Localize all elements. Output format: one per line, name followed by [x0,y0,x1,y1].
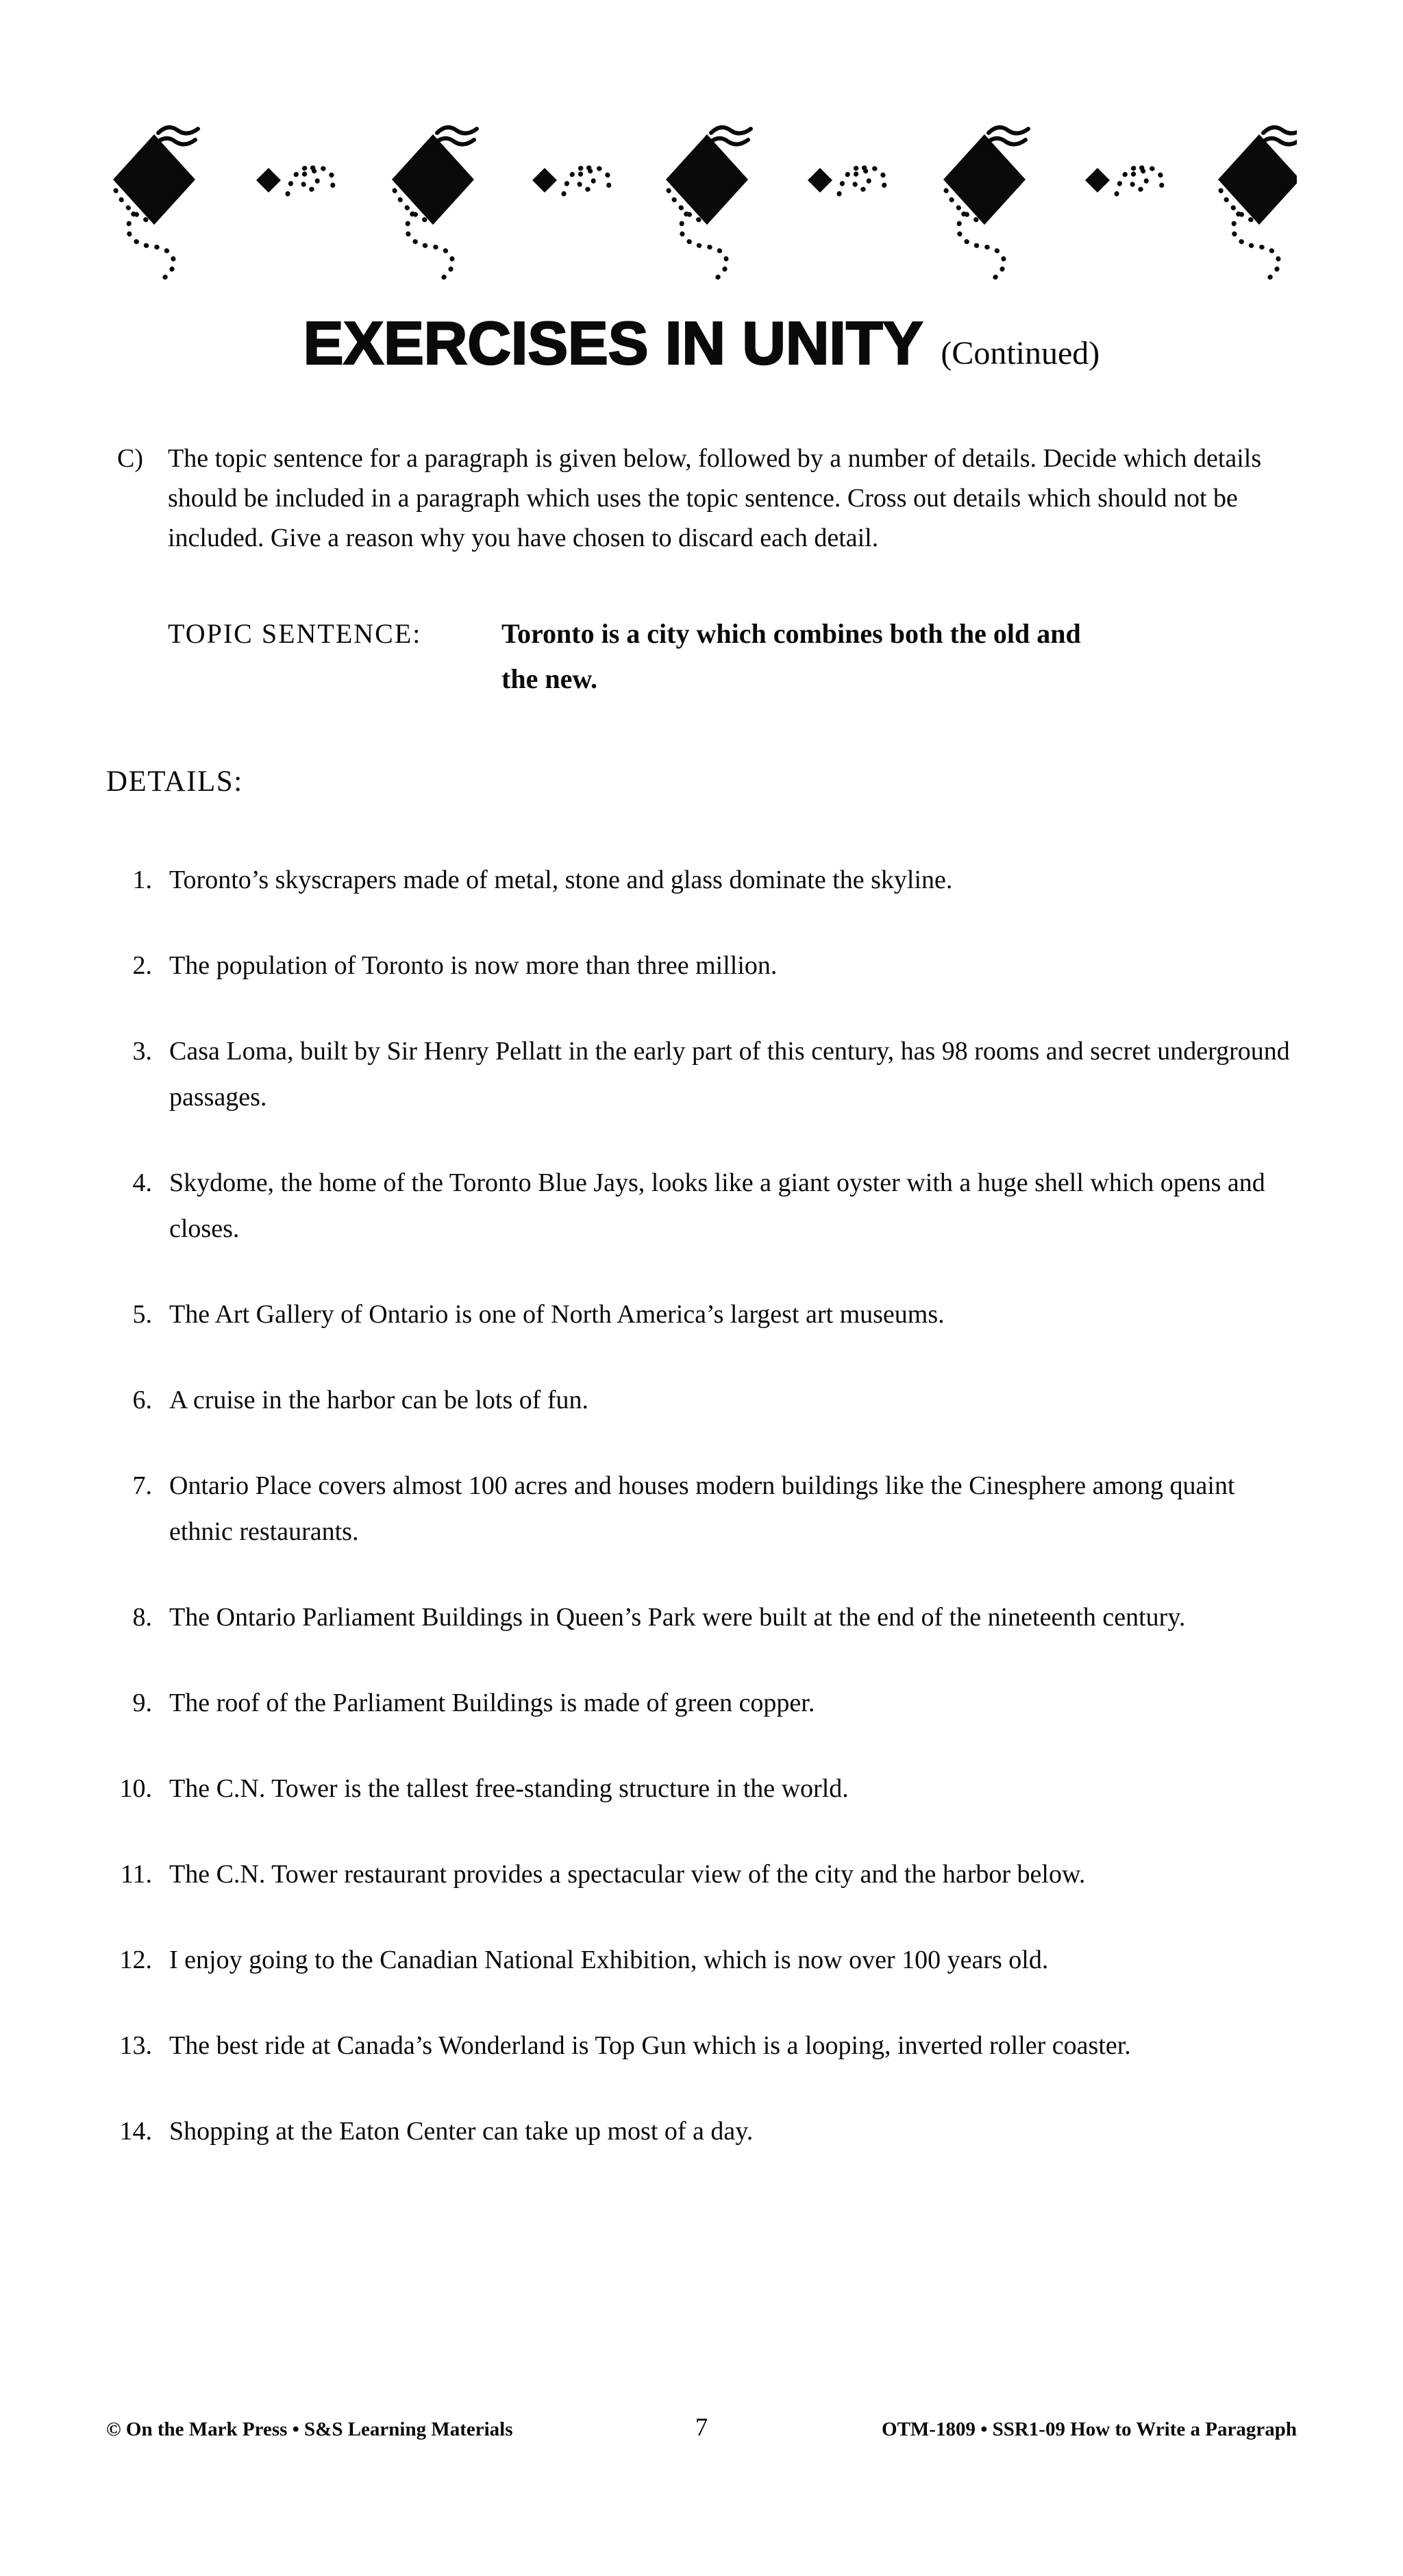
detail-number: 14. [119,2117,152,2146]
instructions-section [106,439,1297,558]
topic-sentence-line1: Toronto is a city which combines both the old and [501,618,1081,649]
details-heading: DETAILS: [106,765,243,798]
detail-number: 8. [132,1603,152,1632]
diamond-swirl-icon [256,167,334,194]
footer-product-code: OTM-1809 • SSR1-09 How to Write a Paragraph [882,2418,1297,2440]
detail-item [106,1160,1297,1252]
detail-item [106,1852,1297,1898]
title-continued: (Continued) [941,335,1100,371]
kite-icon [113,127,198,278]
detail-number: 6. [132,1386,152,1414]
detail-item [106,1937,1297,1983]
topic-sentence-text [501,611,1081,702]
detail-item [106,1029,1297,1120]
kite-icon [943,127,1028,278]
detail-item [106,2023,1297,2069]
detail-number: 9. [132,1689,152,1717]
detail-text: The C.N. Tower is the tallest free-standing structure in the world. [169,1774,849,1803]
detail-item [106,1463,1297,1555]
diamond-swirl-icon [1085,167,1163,194]
detail-number: 5. [132,1300,152,1329]
detail-item [106,1680,1297,1726]
detail-text: The C.N. Tower restaurant provides a spectacular view of the city and the harbor below. [169,1860,1086,1889]
page-number: 7 [695,2414,708,2442]
title-text: EXERCISES IN UNITY [303,309,923,377]
detail-text: The Ontario Parliament Buildings in Queen’s Park were built at the end of the nineteenth century. [169,1603,1186,1632]
kite-border-svg [106,115,1297,285]
detail-text: Casa Loma, built by Sir Henry Pellatt in the early part of this century, has 98 rooms and secret underground passages. [169,1037,1290,1112]
kite-icon [1218,127,1297,278]
footer-copyright: © On the Mark Press • S&S Learning Materials [106,2418,513,2440]
topic-sentence-block [168,611,1297,702]
detail-text: Toronto’s skyscrapers made of metal, stone and glass dominate the skyline. [169,866,953,894]
detail-number: 11. [120,1860,152,1889]
detail-number: 3. [132,1037,152,1066]
diamond-swirl-icon [532,167,610,194]
detail-text: A cruise in the harbor can be lots of fun. [169,1386,589,1414]
detail-text: The population of Toronto is now more than three million. [169,951,778,980]
kite-border-decoration [106,115,1297,285]
detail-item [106,2109,1297,2155]
instructions-text: The topic sentence for a paragraph is given below, followed by a number of details. Decide which details should be included in a paragraph which uses the topic sentence. Cross out details which should not be included. Give a reason why you have chosen to discard each detail. [168,444,1262,552]
detail-text: Ontario Place covers almost 100 acres and houses modern buildings like the Cinesphere among quaint ethnic restaurants. [169,1471,1235,1546]
detail-number: 12. [119,1946,152,1974]
kite-icon [666,127,751,278]
detail-number: 4. [132,1168,152,1197]
topic-sentence-label: TOPIC SENTENCE: [168,618,422,649]
detail-text: Shopping at the Eaton Center can take up most of a day. [169,2117,754,2146]
details-list [106,857,1297,2194]
topic-sentence-line2: the new. [501,663,597,694]
detail-number: 2. [132,951,152,980]
detail-item [106,1292,1297,1338]
detail-text: Skydome, the home of the Toronto Blue Jays, looks like a giant oyster with a huge shell which opens and closes. [169,1168,1265,1243]
detail-text: The best ride at Canada’s Wonderland is Top Gun which is a looping, inverted roller coaster. [169,2031,1131,2060]
detail-text: The Art Gallery of Ontario is one of North America’s largest art museums. [169,1300,945,1329]
detail-item [106,1377,1297,1423]
page-footer [106,2413,1297,2576]
page-title [106,308,1297,378]
detail-item [106,943,1297,989]
detail-number: 1. [132,866,152,894]
detail-number: 10. [119,1774,152,1803]
kite-icon [392,127,477,278]
detail-text: I enjoy going to the Canadian National Exhibition, which is now over 100 years old. [169,1946,1049,1974]
detail-number: 13. [119,2031,152,2060]
detail-item [106,1766,1297,1812]
detail-number: 7. [132,1471,152,1500]
detail-text: The roof of the Parliament Buildings is made of green copper. [169,1689,815,1717]
section-label: C) [117,444,143,473]
detail-item [106,857,1297,903]
diamond-swirl-icon [808,167,885,194]
detail-item [106,1595,1297,1641]
